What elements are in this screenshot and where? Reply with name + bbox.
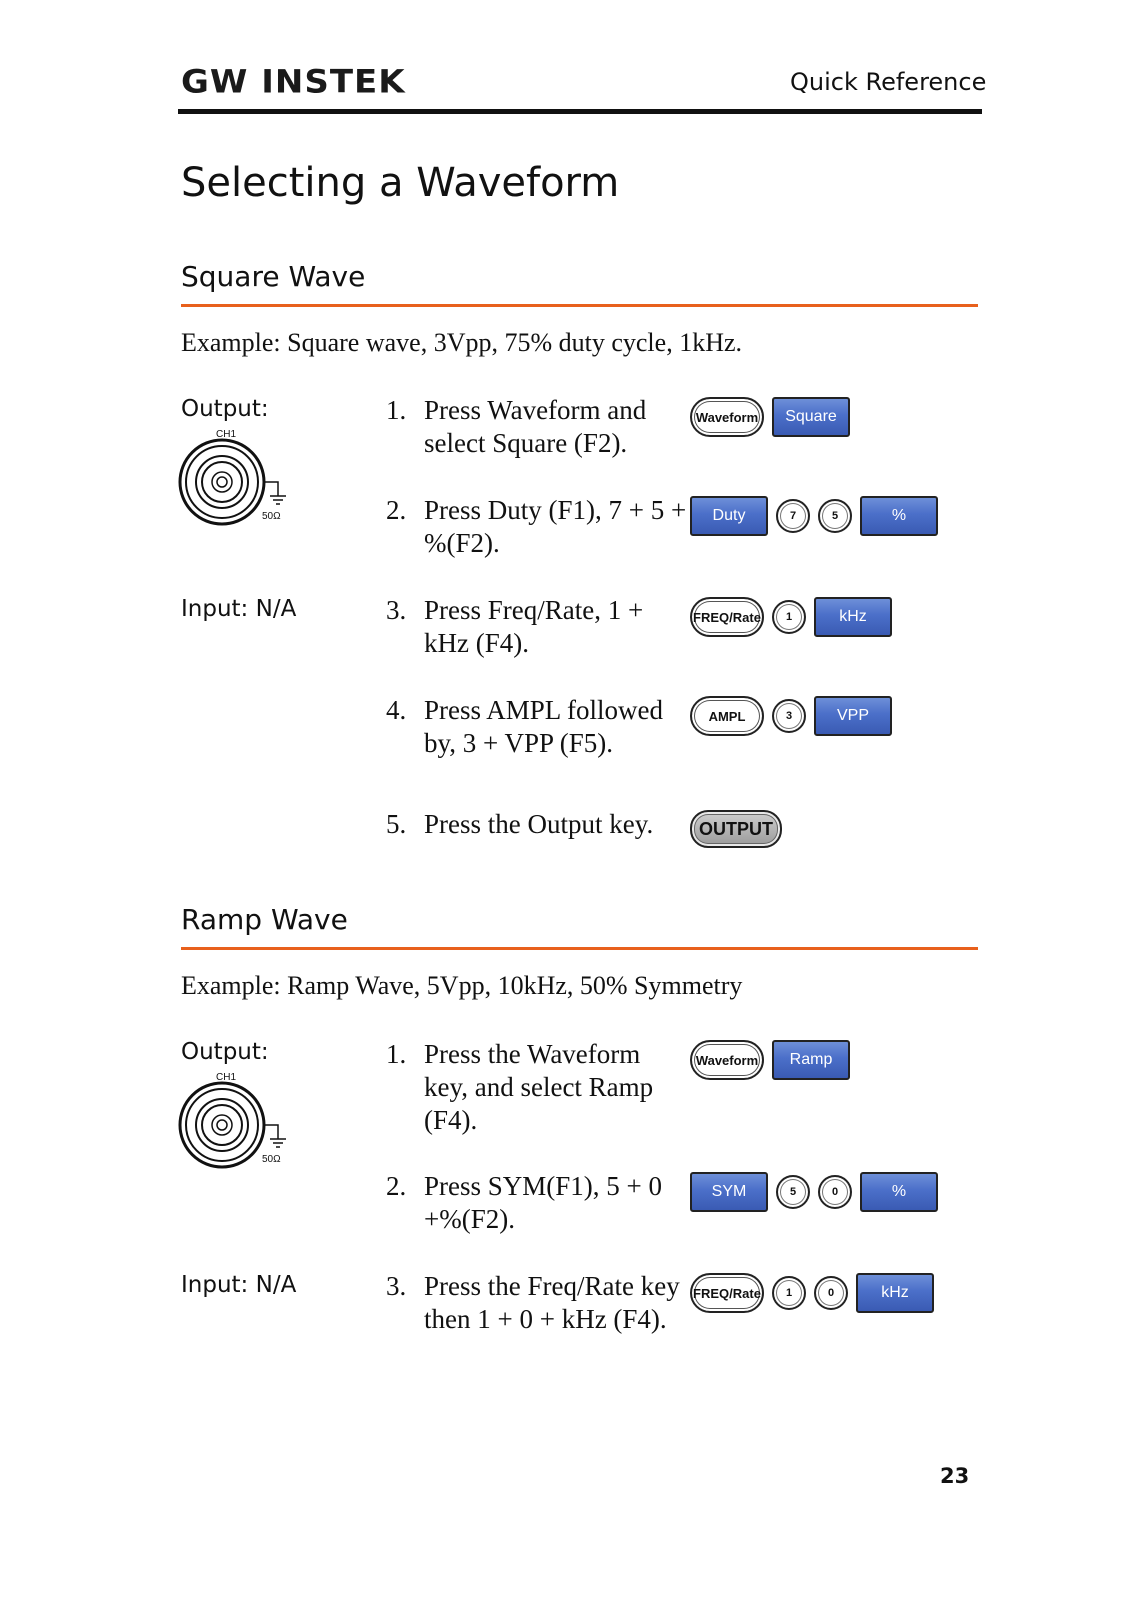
step-text: Press the Waveform key, and select Ramp (F4). <box>424 1039 654 1135</box>
step-number: 2. <box>386 1171 407 1201</box>
square-step-5-keys <box>690 810 782 848</box>
channel-label: CH1 <box>216 1072 237 1083</box>
square-step-4-keys <box>690 696 892 736</box>
number-key-5[interactable]: 5 <box>776 1175 810 1209</box>
square-input-label: Input: N/A <box>181 596 297 622</box>
ramp-section-title: Ramp Wave <box>181 903 348 936</box>
waveform-key[interactable]: Waveform <box>690 397 764 437</box>
bnc-connector-icon <box>178 426 288 526</box>
freq-rate-key[interactable]: FREQ/Rate <box>690 1273 764 1313</box>
number-key-0[interactable]: 0 <box>814 1276 848 1310</box>
impedance-label: 50Ω <box>262 511 281 522</box>
ramp-section-rule <box>181 947 978 950</box>
step-number: 4. <box>386 695 407 725</box>
channel-label: CH1 <box>216 429 237 440</box>
number-key-3[interactable]: 3 <box>772 699 806 733</box>
number-key-7[interactable]: 7 <box>776 499 810 533</box>
ramp-step-2-keys <box>690 1172 938 1212</box>
number-key-1[interactable]: 1 <box>772 600 806 634</box>
percent-softkey[interactable]: % <box>860 496 938 536</box>
page-title: Selecting a Waveform <box>181 160 620 206</box>
square-example: Example: Square wave, 3Vpp, 75% duty cycle, 1kHz. <box>181 328 743 357</box>
duty-softkey[interactable]: Duty <box>690 496 768 536</box>
header-rule <box>178 109 982 114</box>
step-text: Press AMPL followed by, 3 + VPP (F5). <box>424 695 664 758</box>
step-number: 3. <box>386 1271 407 1301</box>
square-step-1 <box>386 394 686 464</box>
khz-softkey[interactable]: kHz <box>814 597 892 637</box>
ramp-step-3 <box>386 1270 686 1370</box>
step-number: 3. <box>386 595 407 625</box>
step-text: Press Freq/Rate, 1 + kHz (F4). <box>424 595 644 658</box>
bnc-connector-icon <box>178 1069 288 1169</box>
step-text: Press Waveform and select Square (F2). <box>424 395 647 458</box>
ramp-output-label: Output: <box>181 1039 269 1065</box>
number-key-0[interactable]: 0 <box>818 1175 852 1209</box>
square-step-2 <box>386 494 686 564</box>
square-step-3-keys <box>690 597 892 637</box>
ramp-input-label: Input: N/A <box>181 1272 297 1298</box>
ramp-step-3-keys <box>690 1273 934 1313</box>
square-step-5 <box>386 808 686 848</box>
step-text: Press SYM(F1), 5 + 0 +%(F2). <box>424 1171 663 1234</box>
step-number: 5. <box>386 809 407 839</box>
square-step-2-keys <box>690 496 938 536</box>
waveform-key[interactable]: Waveform <box>690 1040 764 1080</box>
number-key-5[interactable]: 5 <box>818 499 852 533</box>
impedance-label: 50Ω <box>262 1154 281 1165</box>
percent-softkey[interactable]: % <box>860 1172 938 1212</box>
square-output-label: Output: <box>181 396 269 422</box>
step-text: Press Duty (F1), 7 + 5 + %(F2). <box>424 495 687 558</box>
header-section-title: Quick Reference <box>790 68 987 96</box>
step-text: Press the Output key. <box>424 809 654 839</box>
gw-instek-logo: GW INSTEK <box>181 63 406 101</box>
page-number: 23 <box>940 1464 970 1488</box>
step-number: 1. <box>386 1039 407 1069</box>
step-text: Press the Freq/Rate key then 1 + 0 + kHz (F4). <box>424 1271 680 1334</box>
square-step-3 <box>386 594 686 664</box>
freq-rate-key[interactable]: FREQ/Rate <box>690 597 764 637</box>
output-key[interactable]: OUTPUT <box>690 810 782 848</box>
sym-softkey[interactable]: SYM <box>690 1172 768 1212</box>
number-key-1[interactable]: 1 <box>772 1276 806 1310</box>
ramp-softkey[interactable]: Ramp <box>772 1040 850 1080</box>
ramp-step-2 <box>386 1170 686 1240</box>
ramp-step-1-keys <box>690 1040 850 1080</box>
step-number: 2. <box>386 495 407 525</box>
ramp-example: Example: Ramp Wave, 5Vpp, 10kHz, 50% Symmetry <box>181 971 743 1000</box>
square-step-1-keys <box>690 397 850 437</box>
square-section-title: Square Wave <box>181 260 366 293</box>
ramp-step-1 <box>386 1038 686 1138</box>
khz-softkey[interactable]: kHz <box>856 1273 934 1313</box>
vpp-softkey[interactable]: VPP <box>814 696 892 736</box>
step-number: 1. <box>386 395 407 425</box>
square-section-rule <box>181 304 978 307</box>
square-step-4 <box>386 694 686 764</box>
ampl-key[interactable]: AMPL <box>690 696 764 736</box>
square-softkey[interactable]: Square <box>772 397 850 437</box>
